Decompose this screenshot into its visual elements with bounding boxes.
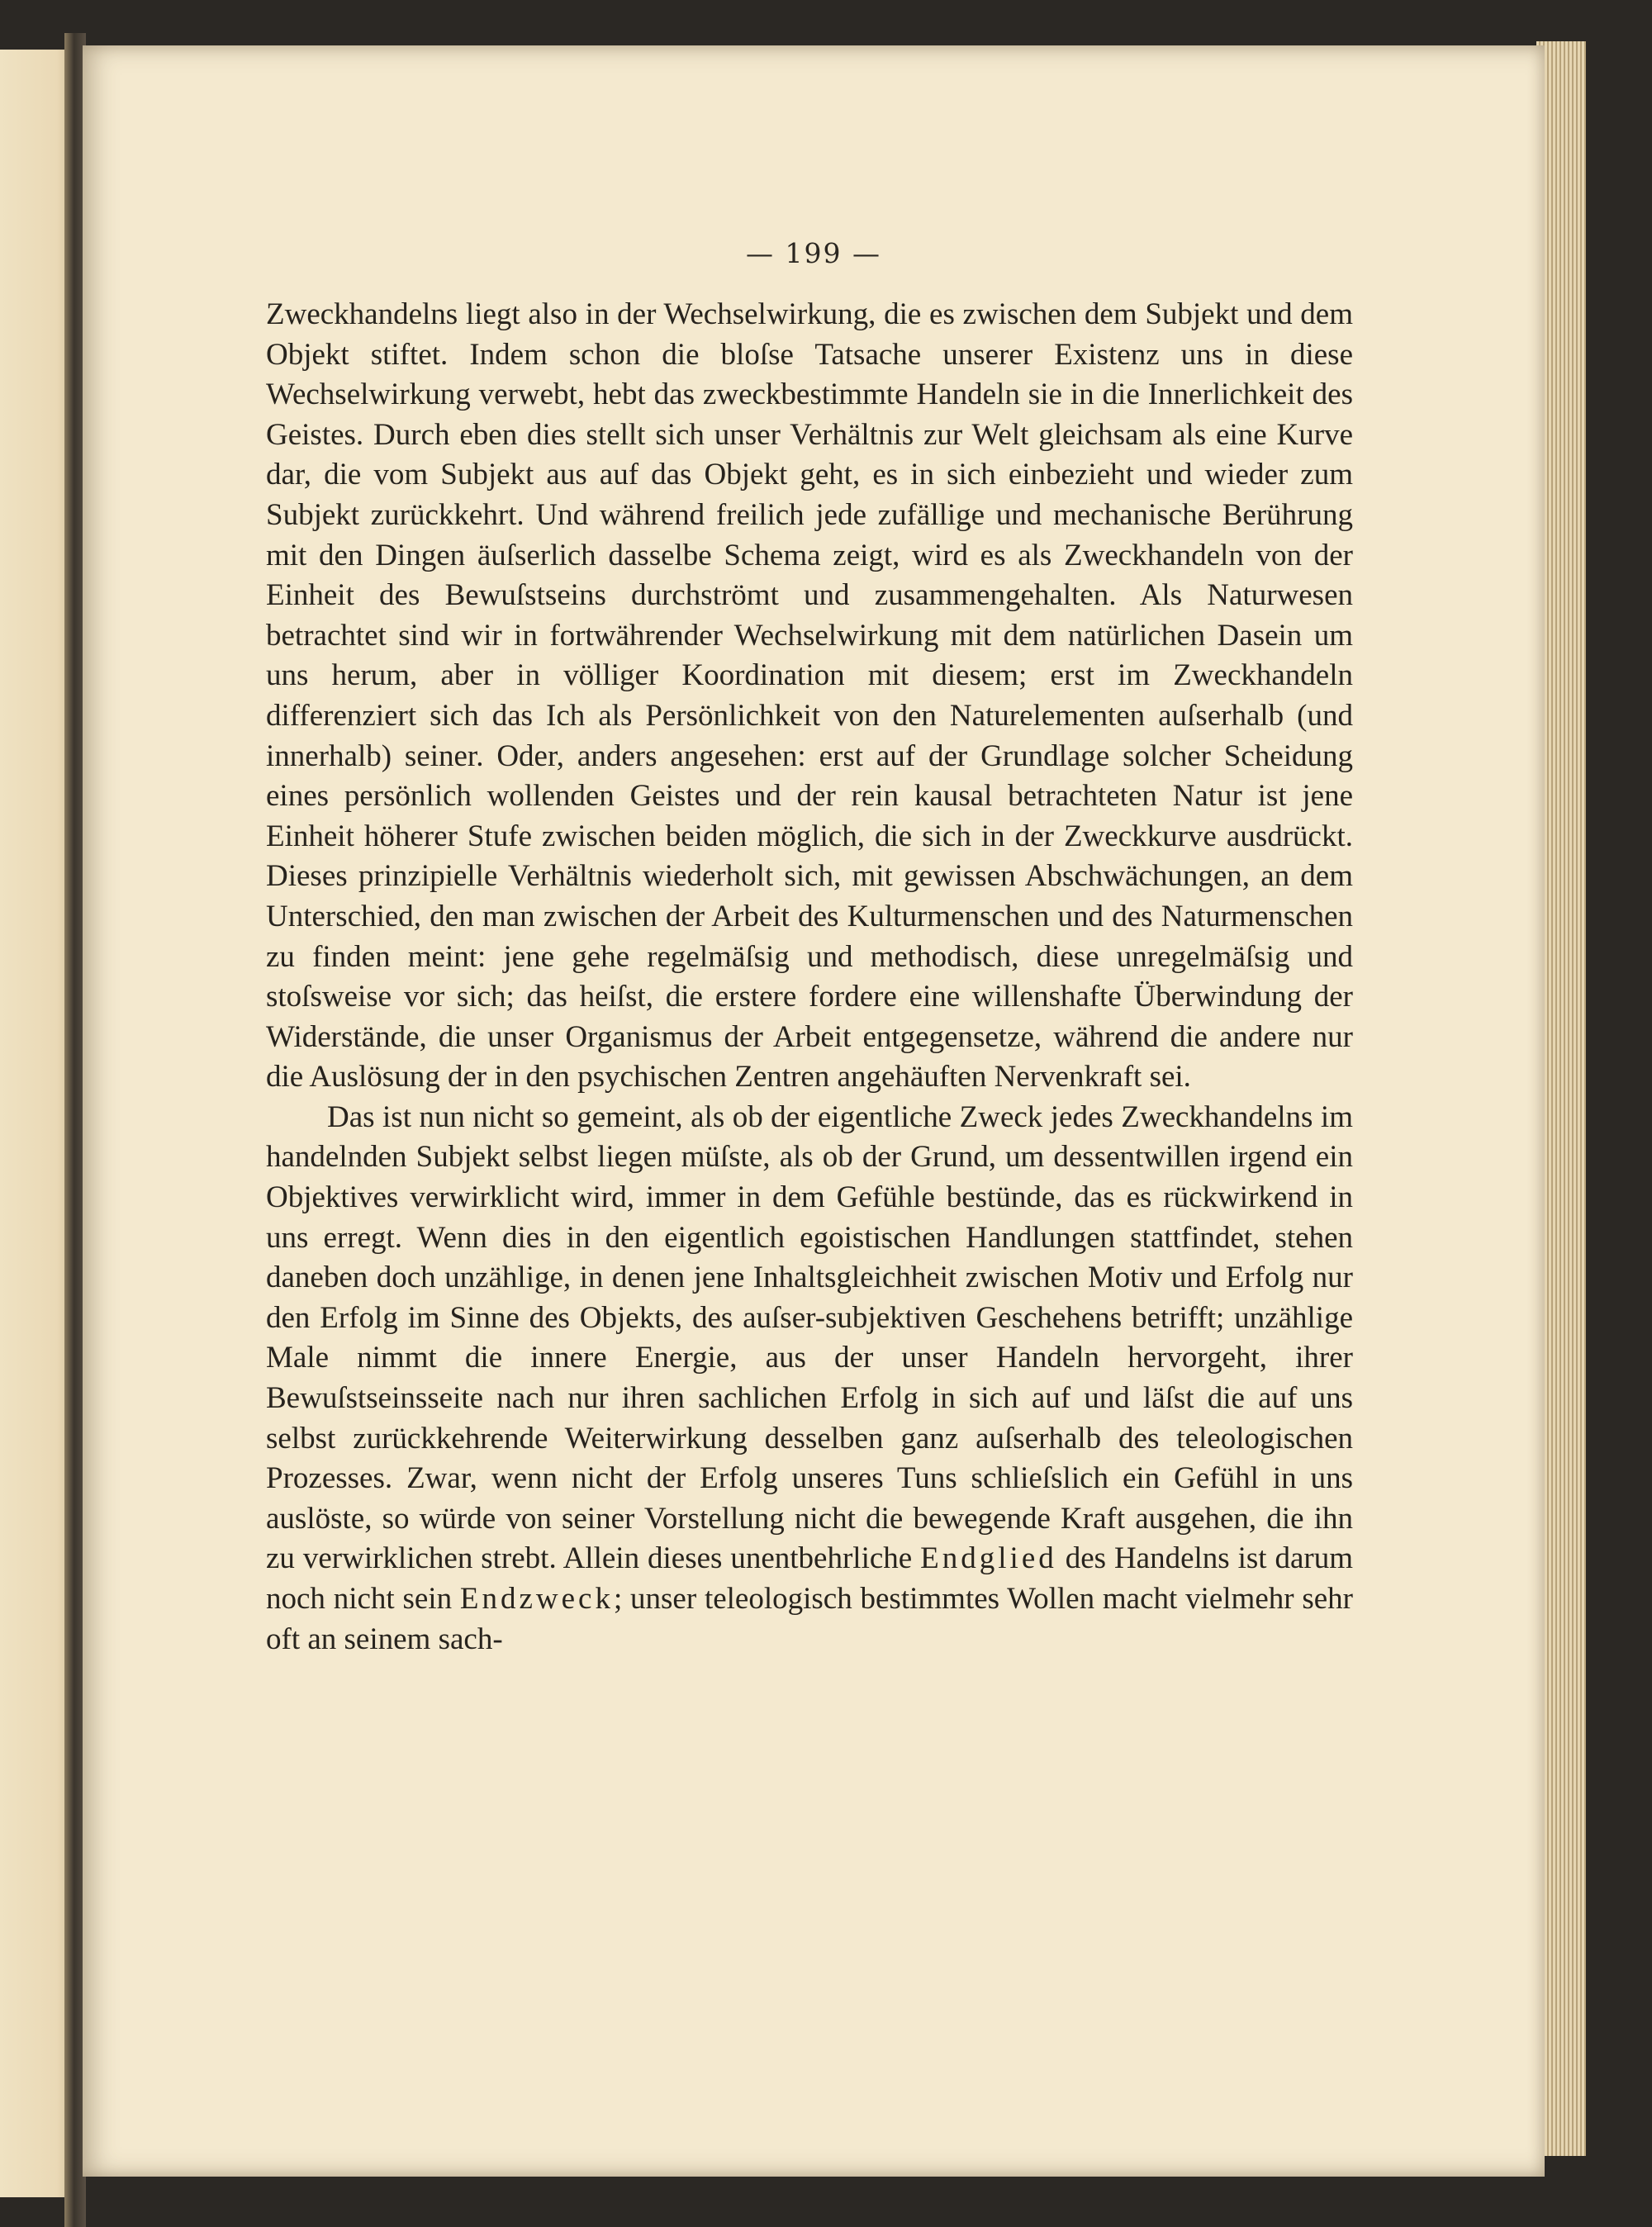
paragraph-2 — [266, 1098, 1353, 1660]
book-page — [83, 45, 1545, 2177]
paragraph-2-text-a: Das ist nun nicht so gemeint, als ob der eigentliche Zweck jedes Zweckhandelns im handelnden Subjekt selbst liegen müſste, als ob der Grund, um dessentwillen irgend ein Objektives verwirklicht wird, immer in dem Gefühle bestünde, das es rückwirkend in uns erregt. Wenn dies in den eigentlich egoistischen Handlungen stattfindet, stehen daneben doch unzählige, in denen jene Inhaltsgleichheit zwischen Motiv und Erfolg nur den Erfolg im Sinne des Objekts, des auſser-subjektiven Geschehens betrifft; unzählige Male nimmt die innere Energie, aus der unser Handeln hervorgeht, ihrer Bewuſstseinsseite nach nur ihren sachlichen Erfolg in sich auf und läſst die auf uns selbst zurückkehrende Weiterwirkung desselben ganz auſserhalb des teleologischen Prozesses. Zwar, wenn nicht der Erfolg unseres Tuns schlieſslich ein Gefühl in uns auslöste, so würde von seiner Vorstellung nicht die bewegende Kraft ausgehen, die ihn zu verwirklichen strebt. Allein dieses unentbehrliche — [266, 1099, 1353, 1576]
emphasis-endzweck: Endzweck — [459, 1582, 614, 1616]
paragraph-2-text-b: des Handelns ist darum noch nicht sein — [266, 1541, 1354, 1616]
paragraph-1: Zweckhandelns liegt also in der Wechselwirkung, die es zwischen dem Subjekt und dem Objekt stiftet. Indem schon die bloſse Tatsache unserer Existenz uns in diese Wechselwirkung verwebt, hebt das zweckbestimmte Handeln sie in die Innerlichkeit des Geistes. Durch eben dies stellt sich unser Verhältnis zur Welt gleichsam als eine Kurve dar, die vom Subjekt aus auf das Objekt geht, es in sich einbezieht und wieder zum Subjekt zurückkehrt. Und während freilich jede zufällige und mechanische Berührung mit den Dingen äuſserlich dasselbe Schema zeigt, wird es als Zweckhandeln von der Einheit des Bewuſstseins durchströmt und zusammengehalten. Als Naturwesen betrachtet sind wir in fortwährender Wechselwirkung mit dem natürlichen Dasein um uns herum, aber in völliger Koordination mit diesem; erst im Zweckhandeln differenziert sich das Ich als Persönlichkeit von den Naturelementen auſserhalb (und innerhalb) seiner. Oder, anders angesehen: erst auf der Grundlage solcher Scheidung eines persönlich wollenden Geistes und der rein kausal betrachteten Natur ist jene Einheit höherer Stufe zwischen beiden möglich, die sich in der Zweckkurve ausdrückt. Dieses prinzipielle Verhältnis wiederholt sich, mit gewissen Abschwächungen, an dem Unterschied, den man zwischen der Arbeit des Kulturmenschen und des Naturmenschen zu finden meint: jene gehe regelmäſsig und methodisch, diese unregelmäſsig und stoſsweise vor sich; das heiſst, die erstere fordere eine willenshafte Überwindung der Widerstände, die unser Organismus der Arbeit entgegensetze, während die andere nur die Auslösung der in den psychischen Zentren angehäuften Nervenkraft sei. — [266, 297, 1353, 1095]
emphasis-endglied: Endglied — [920, 1541, 1057, 1576]
page-number: — 199 — — [746, 237, 881, 269]
paragraph-2-text-c: ; unser teleologisch bestimmtes Wollen macht vielmehr sehr oft an seinem sach- — [266, 1582, 1353, 1656]
body-text — [266, 295, 1353, 1660]
